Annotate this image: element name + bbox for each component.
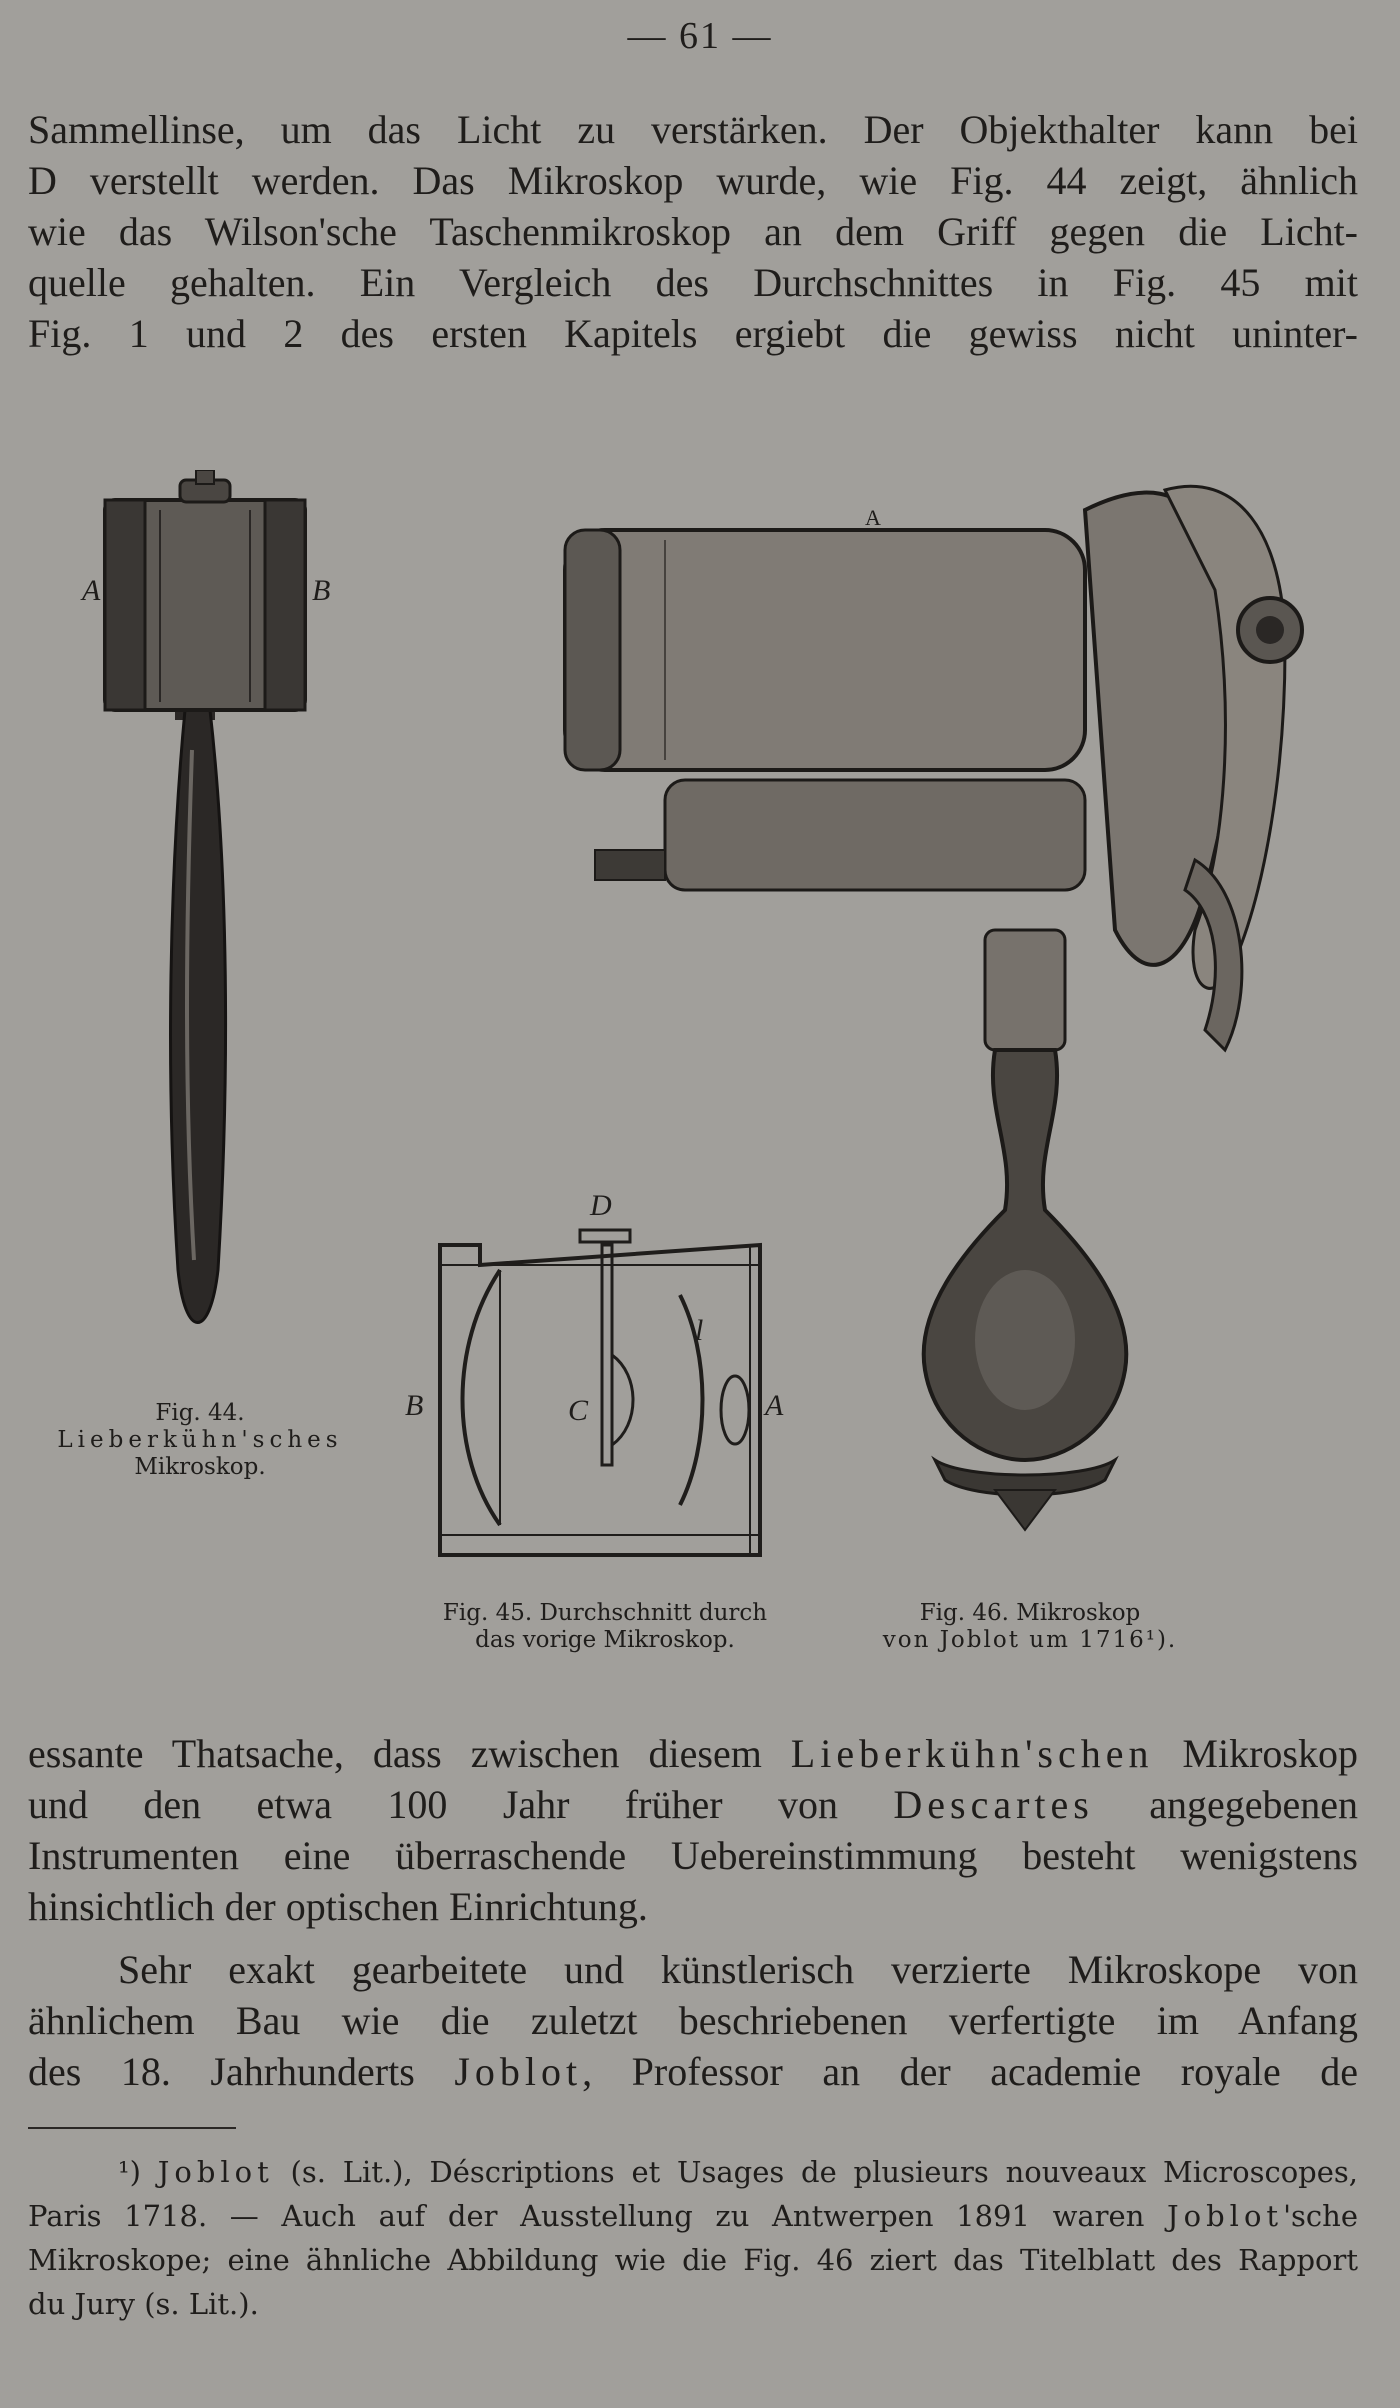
fig45-caption [395, 1600, 815, 1654]
person-name: Joblot [1167, 2199, 1284, 2233]
fig45-label-a: A [765, 1389, 784, 1422]
bottom-paragraph [28, 1728, 1358, 1932]
text-line: und den etwa 100 Jahr früher von Descartes angegebenen [28, 1782, 1358, 1827]
second-paragraph [28, 1944, 1358, 2097]
fig45-label-b: B [405, 1389, 424, 1422]
person-name: Lieberkühn'schen [790, 1731, 1154, 1776]
text-line: Sammellinse, um das Licht zu verstärken. Der Objekthalter kann bei [28, 107, 1358, 152]
person-name: Joblot [157, 2155, 274, 2189]
fig45-caption-line1: Fig. 45. Durchschnitt durch [442, 1600, 768, 1626]
footnote-line: du Jury (s. Lit.). [28, 2287, 259, 2321]
text-line: quelle gehalten. Ein Vergleich des Durchschnittes in Fig. 45 mit [28, 260, 1358, 305]
fig44-label-a: A [82, 574, 101, 607]
fig45-label-d: D [590, 1189, 612, 1222]
footnote-line: Mikroskope; eine ähnliche Abbildung wie die Fig. 46 ziert das Titelblatt des Rapport [28, 2243, 1358, 2277]
text-line: Fig. 1 und 2 des ersten Kapitels ergiebt die gewiss nicht uninter- [28, 311, 1358, 356]
fig45-caption-line2: das vorige Mikroskop. [475, 1627, 735, 1653]
fig45-label-c: C [568, 1394, 589, 1427]
top-paragraph [28, 104, 1358, 359]
fig46-caption-line1: Fig. 46. Mikroskop [919, 1600, 1141, 1626]
text-line: des 18. Jahrhunderts Joblot, Professor an der academie royale de [28, 2049, 1358, 2094]
footnote-line: ¹) Joblot (s. Lit.), Déscriptions et Usages de plusieurs nouveaux Microscopes, [118, 2155, 1358, 2189]
footnote-line: Paris 1718. — Auch auf der Ausstellung zu Antwerpen 1891 waren Joblot'sche [28, 2199, 1358, 2233]
text-line: Sehr exakt gearbeitete und künstlerisch verzierte Mikroskope von [118, 1947, 1358, 1992]
fig44-caption-title: Lieberkühn'sches [57, 1427, 343, 1453]
fig46-illustration [545, 470, 1305, 1550]
fig44-caption [40, 1400, 360, 1481]
fig44-label-b: B [312, 574, 331, 607]
text-line: ähnlichem Bau wie die zuletzt beschriebenen verfertigte im Anfang [28, 1998, 1358, 2043]
text-line: hinsichtlich der optischen Einrichtung. [28, 1884, 648, 1929]
text-line: D verstellt werden. Das Mikroskop wurde, wie Fig. 44 zeigt, ähnlich [28, 158, 1358, 203]
text-line: essante Thatsache, dass zwischen diesem Lieberkühn'schen Mikroskop [28, 1731, 1358, 1776]
page-number: — 61 — [627, 15, 773, 57]
fig44-illustration [70, 470, 350, 1350]
fig44-caption-subtitle: Mikroskop. [134, 1454, 266, 1480]
text-line: Instrumenten eine überraschende Uebereinstimmung besteht wenigstens [28, 1833, 1358, 1878]
fig44-caption-number: Fig. 44. [155, 1400, 245, 1426]
fig46-label-a: A [865, 505, 881, 530]
fig46-caption [840, 1600, 1220, 1654]
footnote-divider [28, 2127, 236, 2129]
person-name: Descartes [893, 1782, 1094, 1827]
footnote [28, 2150, 1358, 2326]
fig46-caption-line2: von Joblot um 1716¹). [882, 1627, 1178, 1653]
fig45-label-l: l [695, 1314, 704, 1347]
text-line: wie das Wilson'sche Taschenmikroskop an dem Griff gegen die Licht- [28, 209, 1358, 254]
person-name: Joblot [454, 2049, 583, 2094]
